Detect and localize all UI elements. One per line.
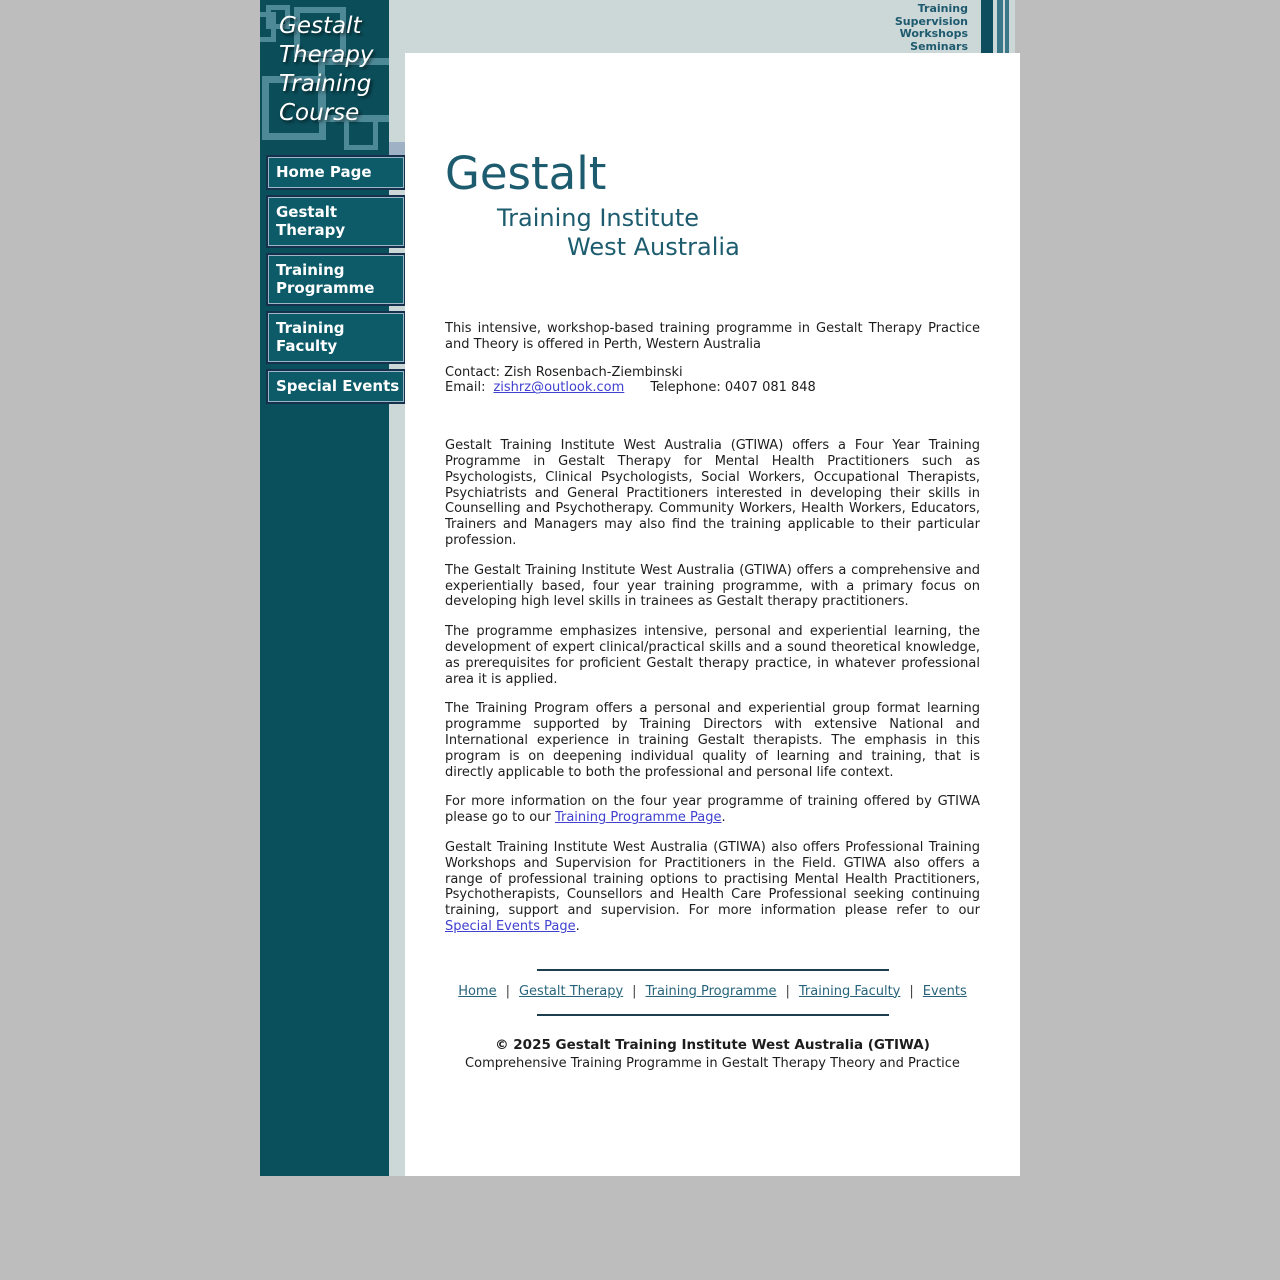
page-subtitle-2: West Australia: [567, 233, 740, 261]
logo-line-4: Course: [279, 100, 360, 126]
header-services-list: [895, 3, 968, 53]
logo-square-icon: [260, 12, 276, 42]
footer-link-gestalt-therapy[interactable]: Gestalt Therapy: [518, 983, 624, 999]
header-band: [389, 0, 1015, 53]
contact-email-row: [445, 380, 980, 396]
paragraph-1: Gestalt Training Institute West Australia (GTIWA) offers a Four Year Training Programme in Gestalt Therapy for Mental Health Practitioners such as Psychologists, Clinical Psychologists, Social Workers, Occupational Therapists, Psychiatrists and General Practitioners interested in developing their skills in Counselling and Psychotherapy. Community Workers, Health Workers, Educators, Trainers and Managers may also find the training applicable to their particular profession.: [445, 438, 980, 548]
header-service-seminars: Seminars: [910, 39, 968, 53]
email-link[interactable]: zishrz@outlook.com: [493, 380, 625, 396]
copyright-text: © 2025 Gestalt Training Institute West Australia (GTIWA): [495, 1036, 930, 1053]
footer-divider-bottom: [537, 1014, 889, 1016]
footer-link-home[interactable]: Home: [458, 983, 497, 999]
paragraph-2: The Gestalt Training Institute West Australia (GTIWA) offers a comprehensive and experientially based, four year training programme, with a primary focus on developing high level skills in trainees as Gestalt therapy practitioners.: [445, 562, 980, 610]
body-paragraphs: [445, 438, 980, 935]
decorative-bar-3: [1005, 0, 1009, 53]
intro-paragraph: This intensive, workshop-based training programme in Gestalt Therapy Practice and Theory is offered in Perth, Western Australia: [445, 321, 980, 352]
footer-separator: |: [632, 983, 637, 999]
footer-separator: |: [785, 983, 790, 999]
footer-divider-top: [537, 969, 889, 971]
page-subtitle-1: Training Institute: [497, 204, 699, 232]
logo-line-1: Gestalt: [279, 13, 362, 39]
footer-nav: [445, 984, 980, 1000]
logo-line-3: Training: [279, 71, 372, 97]
email-label: Email:: [445, 380, 486, 396]
paragraph-5-period: .: [721, 810, 726, 826]
sidebar-nav: [268, 157, 404, 411]
sidebar-item-special-events[interactable]: Special Events: [268, 371, 404, 402]
page-title: Gestalt: [445, 147, 607, 200]
sidebar-item-gestalt-therapy[interactable]: Gestalt Therapy: [268, 197, 404, 246]
decorative-bar-2: [997, 0, 1003, 53]
logo-bottom-notch: [389, 142, 405, 157]
contact-name-line: Contact: Zish Rosenbach-Ziembinski: [445, 364, 683, 380]
logo-wordmark: [279, 12, 374, 128]
training-programme-page-link[interactable]: Training Programme Page: [554, 810, 722, 826]
header-service-supervision: Supervision: [894, 14, 968, 28]
header-service-training: Training: [917, 2, 968, 15]
paragraph-6-text: Gestalt Training Institute West Australia (GTIWA) also offers Professional Training Workshops and Supervision for Practitioners in the Field. GTIWA also offers a range of professional training options to practising Mental Health Practitioners, Psychotherapists, Counsellors and Health Care Professional seeking continuing training, support and supervision. For more information please refer to our: [445, 839, 980, 919]
footer-separator: |: [909, 983, 914, 999]
paragraph-4: The Training Program offers a personal and experiential group format learning programme supported by Training Directors with extensive National and International experience in training Gestalt therapists. The emphasis in this program is on deepening individual quality of learning and training, that is directly applicable to both the professional and personal life context.: [445, 701, 980, 780]
contact-block: [445, 365, 980, 397]
footer-tagline: Comprehensive Training Programme in Gestalt Therapy Theory and Practice: [465, 1056, 960, 1072]
special-events-page-link[interactable]: Special Events Page: [445, 918, 576, 934]
site-container: [260, 0, 1020, 1176]
paragraph-5-text: For more information on the four year programme of training offered by GTIWA please go to our: [445, 794, 980, 826]
footer-separator: |: [505, 983, 510, 999]
footer-link-training-faculty[interactable]: Training Faculty: [798, 983, 901, 999]
paragraph-6: [445, 840, 980, 935]
main-content-panel: [405, 53, 1020, 1176]
paragraph-6-period: .: [575, 918, 580, 934]
sidebar-item-training-faculty[interactable]: Training Faculty: [268, 313, 404, 362]
paragraph-3: The programme emphasizes intensive, personal and experiential learning, the development of expert clinical/practical skills and a sound theoretical knowledge, as prerequisites for proficient Gestalt therapy practice, in whatever professional area it is applied.: [445, 624, 980, 687]
decorative-bar-1: [981, 0, 993, 53]
footer-link-training-programme[interactable]: Training Programme: [645, 983, 777, 999]
footer-link-events[interactable]: Events: [922, 983, 967, 999]
telephone-text: Telephone: 0407 081 848: [650, 380, 816, 396]
site-logo: [260, 0, 389, 156]
logo-line-2: Therapy: [279, 42, 374, 68]
sidebar-item-home-page[interactable]: Home Page: [268, 157, 404, 188]
paragraph-5: [445, 794, 980, 826]
header-service-workshops: Workshops: [899, 27, 968, 40]
sidebar-item-training-programme[interactable]: Training Programme: [268, 255, 404, 304]
